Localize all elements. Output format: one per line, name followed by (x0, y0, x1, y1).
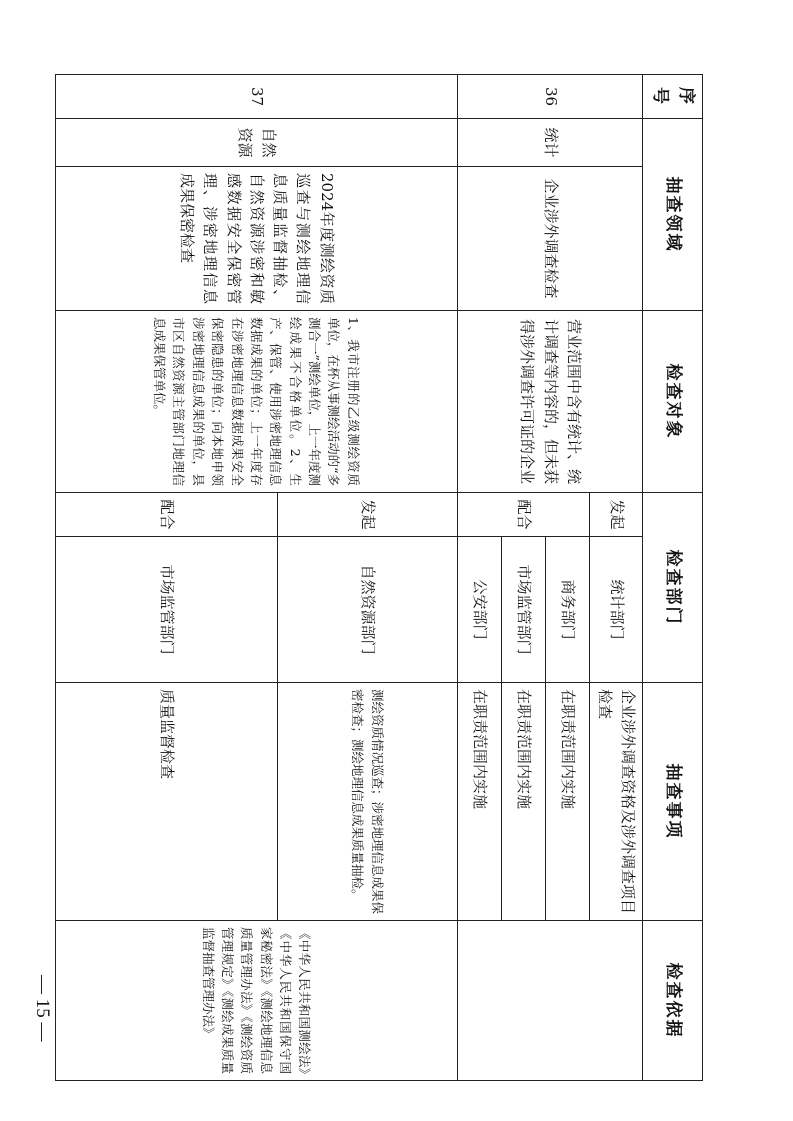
table-row (277, 75, 457, 1081)
row-category: 自然资源 (55, 119, 457, 167)
dept-cell: 市场监管部门 (55, 537, 277, 683)
table-row (589, 75, 643, 1081)
item-cell: 质量监督检查 (55, 683, 277, 921)
item-cell: 在职责范围内实施 (457, 683, 501, 921)
row-object: 1、我市注册的乙级测绘资质单位，在杯从事测绘活动的“多测合一”测绘单位，上一年度测绘成果不合格单位。2、生产、保管、使用涉密地理信息数据成果的单位；上一年度存在涉密地理信息数据成果安全保密隐患的单位；向本地申领涉密地理信息成果的单位，县市区自然资源主管部门地理信息成果保管单位。 (55, 311, 457, 493)
page-number: — 15 — (32, 975, 53, 1042)
row-basis (457, 921, 643, 1081)
row-field: 企业涉外调查检查 (457, 167, 643, 311)
row-category: 统计 (457, 119, 643, 167)
item-cell: 在职责范围内实施 (501, 683, 545, 921)
header-field: 抽查领域 (643, 119, 703, 311)
item-cell: 企业涉外调查资格及涉外调查项目检查 (589, 683, 643, 921)
header-dept: 检查部门 (643, 493, 703, 683)
header-row (643, 75, 703, 1081)
row-field: 2024年度测绘资质巡查与测绘地理信息质量监督抽检、自然资源涉密和敏感数据安全保密管理、涉密地理信息成果保密检查 (55, 167, 457, 311)
item-cell: 测绘资质情况巡查；涉密地理信息成果保密检查；测绘地理信息成果质量抽检。 (277, 683, 457, 921)
header-basis: 检查依据 (643, 921, 703, 1081)
role-initiate: 发起 (277, 493, 457, 537)
dept-cell: 统计部门 (589, 537, 643, 683)
row-seq: 36 (457, 75, 643, 119)
header-seq: 序号 (643, 75, 703, 119)
role-initiate: 发起 (589, 493, 643, 537)
header-item: 抽查事项 (643, 683, 703, 921)
row-object: 营业范围中含有统计、统计调查等内容的，但未获得涉外调查许可证的企业 (457, 311, 643, 493)
row-seq: 37 (55, 75, 457, 119)
dept-cell: 自然资源部门 (277, 537, 457, 683)
role-cooperate: 配合 (457, 493, 589, 537)
dept-cell: 商务部门 (545, 537, 589, 683)
inspection-table (55, 74, 703, 1081)
item-cell: 在职责范围内实施 (545, 683, 589, 921)
row-basis: 《中华人民共和国测绘法》《中华人民共和国保守国家秘密法》《测绘地理信息质量管理办法》《测绘资质管理规定》《测绘成果质量监督抽查管理办法》 (55, 921, 457, 1081)
dept-cell: 公安部门 (457, 537, 501, 683)
role-cooperate: 配合 (55, 493, 277, 537)
dept-cell: 市场监管部门 (501, 537, 545, 683)
header-object: 检查对象 (643, 311, 703, 493)
